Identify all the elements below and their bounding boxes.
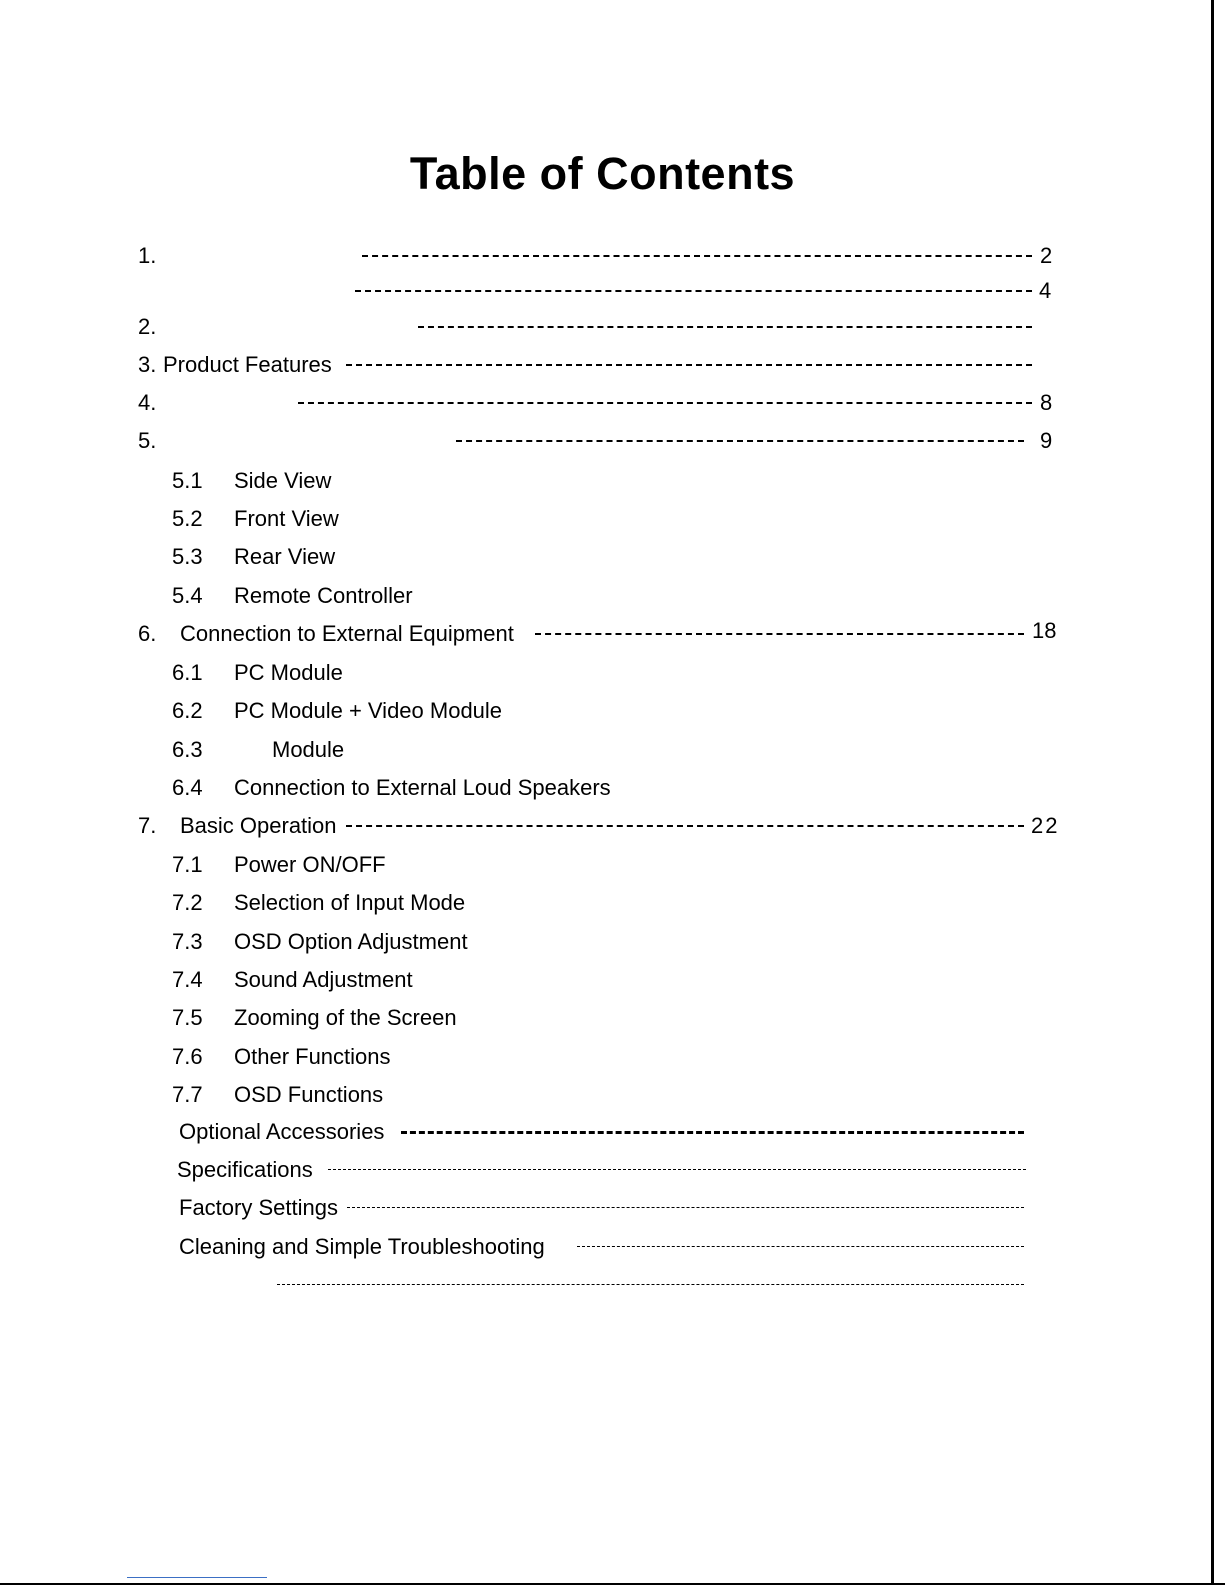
toc-leader (535, 633, 1024, 635)
toc-label: Cleaning and Simple Troubleshooting (179, 1234, 545, 1259)
toc-leader (277, 1284, 1024, 1285)
toc-subentry-7-5 (0, 1003, 1225, 1033)
toc-label: Basic Operation (180, 813, 337, 838)
toc-label: Module (272, 737, 345, 762)
toc-entry-6 (0, 619, 1225, 649)
toc-label: Connection to External Loud Speakers (234, 775, 611, 800)
toc-number: 7.2 (172, 890, 203, 915)
toc-subentry-7-3 (0, 927, 1225, 957)
page-edge-right (1211, 0, 1214, 1585)
toc-subentry-5-4 (0, 581, 1225, 611)
toc-number: 6. (138, 621, 157, 646)
toc-number: 6.3 (172, 737, 203, 762)
toc-entry-5 (0, 426, 1225, 456)
toc-entry-1 (0, 241, 1225, 271)
toc-subentry-5-3 (0, 542, 1225, 572)
toc-number: 7.3 (172, 929, 203, 954)
toc-subentry-5-1 (0, 466, 1225, 496)
toc-subentry-6-2 (0, 696, 1225, 726)
toc-entry-unlabeled-last (0, 1270, 1225, 1300)
toc-number: 7.7 (172, 1082, 203, 1107)
toc-label: Product Features (163, 352, 332, 377)
toc-label: Front View (234, 506, 339, 531)
toc-label: PC Module (234, 660, 343, 685)
toc-leader (456, 440, 1024, 442)
toc-number: 2. (138, 314, 157, 339)
toc-label: Side View (234, 468, 332, 493)
toc-entry-cleaning-troubleshooting (0, 1232, 1225, 1262)
toc-subentry-7-4 (0, 965, 1225, 995)
toc-leader (401, 1131, 1024, 1134)
toc-number: 7.1 (172, 852, 203, 877)
toc-leader (346, 825, 1024, 827)
toc-entry-4 (0, 388, 1225, 418)
toc-number: 6.2 (172, 698, 203, 723)
toc-page-number: 18 (1032, 618, 1057, 643)
footnote-link-rule (127, 1577, 267, 1578)
toc-leader (346, 364, 1032, 366)
toc-page-number: 4 (1039, 278, 1052, 303)
toc-label: Selection of Input Mode (234, 890, 466, 915)
toc-entry-3 (0, 350, 1225, 380)
toc-page-number: 2 (1040, 243, 1053, 268)
toc-number: 1. (138, 243, 157, 268)
toc-number: 7.4 (172, 967, 203, 992)
toc-number: 6.1 (172, 660, 203, 685)
toc-subentry-7-6 (0, 1042, 1225, 1072)
toc-leader (418, 326, 1032, 328)
toc-leader (298, 402, 1032, 404)
toc-label: Remote Controller (234, 583, 413, 608)
toc-leader (355, 290, 1032, 292)
toc-page-number: 9 (1040, 428, 1053, 453)
toc-label: Optional Accessories (179, 1119, 385, 1144)
toc-number: 7.5 (172, 1005, 203, 1030)
toc-label: PC Module + Video Module (234, 698, 503, 723)
toc-subentry-5-2 (0, 504, 1225, 534)
toc-label: Sound Adjustment (234, 967, 413, 992)
toc-subentry-7-2 (0, 888, 1225, 918)
toc-entry-factory-settings (0, 1193, 1225, 1223)
toc-label: Factory Settings (179, 1195, 338, 1220)
toc-label: Specifications (177, 1157, 313, 1182)
toc-entry-optional-accessories (0, 1117, 1225, 1147)
toc-label: Connection to External Equipment (180, 621, 514, 646)
toc-number: 6.4 (172, 775, 203, 800)
toc-number: 5.2 (172, 506, 203, 531)
toc-leader (362, 255, 1032, 257)
toc-label: OSD Option Adjustment (234, 929, 468, 954)
toc-label: Rear View (234, 544, 336, 569)
toc-page-number: 22 (1031, 813, 1060, 838)
toc-subentry-6-3 (0, 735, 1225, 765)
toc-leader (347, 1207, 1024, 1208)
page-title: Table of Contents (409, 148, 796, 199)
toc-subentry-6-4 (0, 773, 1225, 803)
toc-number: 5.4 (172, 583, 203, 608)
toc-leader (328, 1169, 1026, 1170)
toc-subentry-6-1 (0, 658, 1225, 688)
toc-label: Zooming of the Screen (234, 1005, 457, 1030)
toc-number: 7. (138, 813, 157, 838)
toc-number: 5. (138, 428, 157, 453)
toc-label: Power ON/OFF (234, 852, 386, 877)
toc-label: Other Functions (234, 1044, 391, 1069)
toc-entry-specifications (0, 1155, 1225, 1185)
toc-number: 7.6 (172, 1044, 203, 1069)
toc-number: 3. (138, 352, 157, 377)
toc-leader (577, 1246, 1024, 1247)
toc-page-number: 8 (1040, 390, 1053, 415)
toc-subentry-7-1 (0, 850, 1225, 880)
toc-number: 4. (138, 390, 157, 415)
toc-number: 5.3 (172, 544, 203, 569)
toc-number: 5.1 (172, 468, 203, 493)
toc-label: OSD Functions (234, 1082, 384, 1107)
toc-entry-2 (0, 312, 1225, 342)
toc-entry-7 (0, 811, 1225, 841)
toc-entry-unnumbered (0, 276, 1225, 306)
toc-subentry-7-7 (0, 1080, 1225, 1110)
